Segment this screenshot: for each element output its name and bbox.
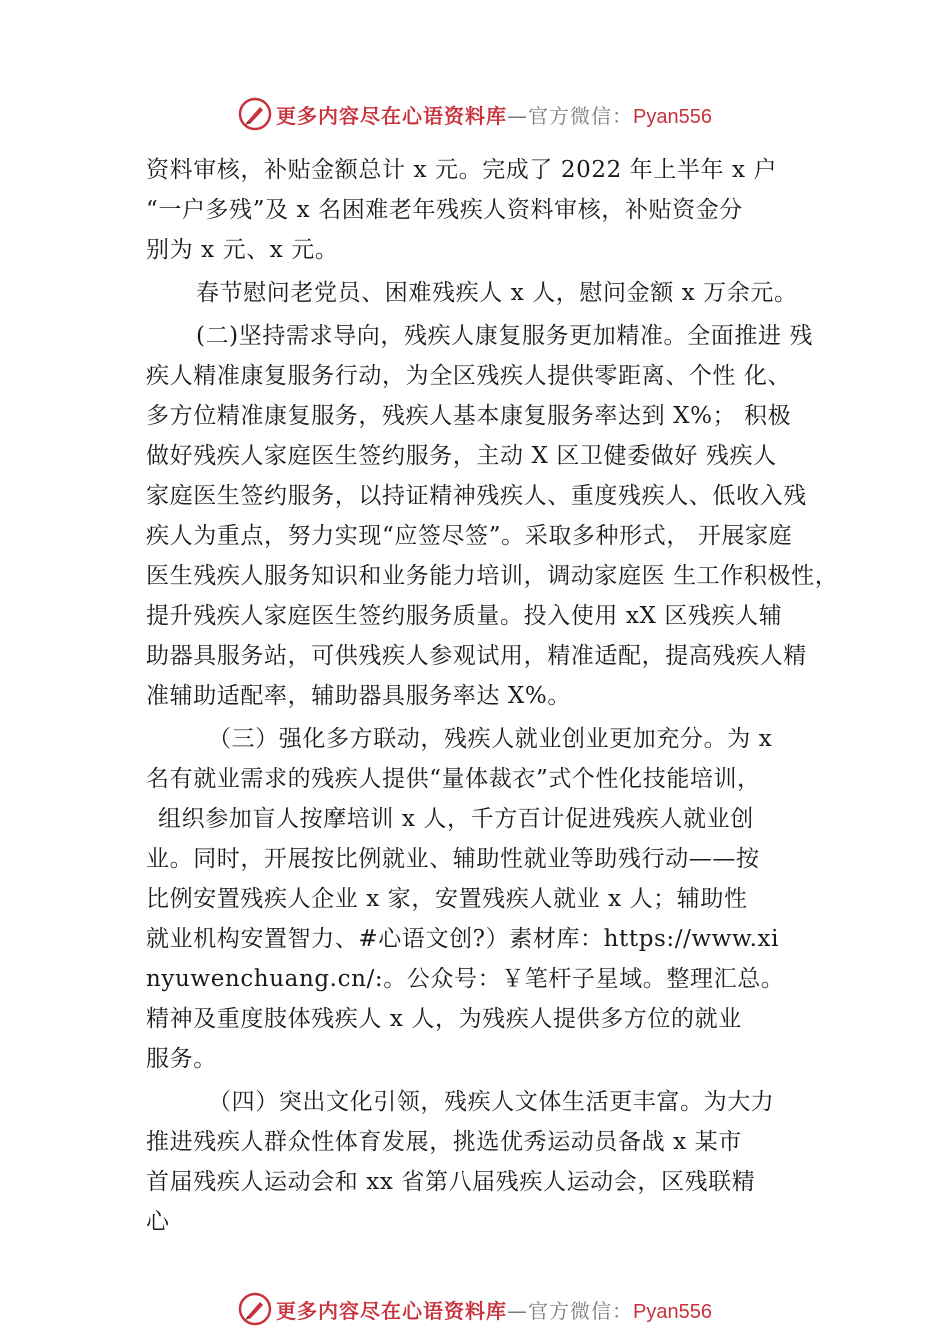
paragraph-line: 精神及重度肢体残疾人 x 人，为残疾人提供多方位的就业	[146, 1006, 742, 1032]
paragraph-line: 多方位精准康复服务，残疾人基本康复服务率达到 X%； 积极	[146, 403, 792, 429]
banner-subtitle: —官方微信：	[507, 1298, 634, 1323]
banner-title: 更多内容尽在心语资料库	[276, 103, 508, 128]
paragraph-line: 提升残疾人家庭医生签约服务质量。投入使用 xX 区残疾人辅	[146, 603, 783, 629]
paragraph-line: 准辅助适配率，辅助器具服务率达 X%。	[146, 683, 571, 709]
pen-logo-icon	[238, 1292, 272, 1326]
paragraph-line: 就业机构安置智力、#心语文创?）素材库：https://www.xi	[146, 926, 780, 952]
paragraph-line: 比例安置残疾人企业 x 家，安置残疾人就业 x 人；辅助性	[146, 886, 748, 912]
paragraph-line: 助器具服务站，可供残疾人参观试用，精准适配，提高残疾人精	[146, 643, 807, 669]
header-banner	[0, 94, 950, 134]
paragraph-line: 家庭医生签约服务，以持证精神残疾人、重度残疾人、低收入残	[146, 483, 807, 509]
paragraph-line: 做好残疾人家庭医生签约服务，主动 X 区卫健委做好 残疾人	[146, 443, 777, 469]
footer-banner	[0, 1289, 950, 1329]
banner-wechat-id: Pyan556	[633, 105, 712, 128]
banner-wechat-id: Pyan556	[633, 1300, 712, 1323]
paragraph-line: 服务。	[146, 1046, 217, 1072]
paragraph-line: 推进残疾人群众性体育发展，挑选优秀运动员备战 x 某市	[146, 1129, 742, 1155]
paragraph-line: 别为 x 元、x 元。	[146, 237, 339, 263]
pen-logo-icon	[238, 97, 272, 131]
banner-subtitle: —官方微信：	[507, 103, 634, 128]
paragraph-line: 业。同时，开展按比例就业、辅助性就业等助残行动——按	[146, 846, 760, 872]
paragraph-line: 资料审核，补贴金额总计 x 元。完成了 2022 年上半年 x 户	[146, 157, 778, 183]
paragraph-line: （四）突出文化引领，残疾人文体生活更丰富。为大力	[208, 1089, 775, 1115]
paragraph-line: (二)坚持需求导向，残疾人康复服务更加精准。全面推进 残	[196, 323, 814, 349]
paragraph-line: 疾人为重点，努力实现“应签尽签”。采取多种形式， 开展家庭	[146, 523, 793, 549]
paragraph-line: 心	[146, 1209, 170, 1235]
paragraph-line: “一户多残”及 x 名困难老年残疾人资料审核，补贴资金分	[146, 197, 743, 223]
paragraph-line: nyuwenchuang.cn/:。公众号：￥笔杆子星域。整理汇总。	[146, 966, 785, 992]
paragraph-line: 疾人精准康复服务行动，为全区残疾人提供零距离、个性 化、	[146, 363, 792, 389]
paragraph-line: （三）强化多方联动，残疾人就业创业更加充分。为 x	[208, 726, 773, 752]
paragraph-line: 医生残疾人服务知识和业务能力培训，调动家庭医 生工作积极性，	[146, 563, 839, 589]
paragraph-line: 名有就业需求的残疾人提供“量体裁衣”式个性化技能培训，	[146, 766, 761, 792]
paragraph-line: 组织参加盲人按摩培训 x 人，千方百计促进残疾人就业创	[158, 806, 754, 832]
header-banner-text	[276, 100, 712, 129]
banner-title: 更多内容尽在心语资料库	[276, 1298, 508, 1323]
paragraph-line: 首届残疾人运动会和 xx 省第八届残疾人运动会，区残联精	[146, 1169, 756, 1195]
footer-banner-text	[276, 1295, 712, 1324]
paragraph-line: 春节慰问老党员、困难残疾人 x 人，慰问金额 x 万余元。	[196, 280, 798, 306]
document-body	[146, 150, 846, 1242]
